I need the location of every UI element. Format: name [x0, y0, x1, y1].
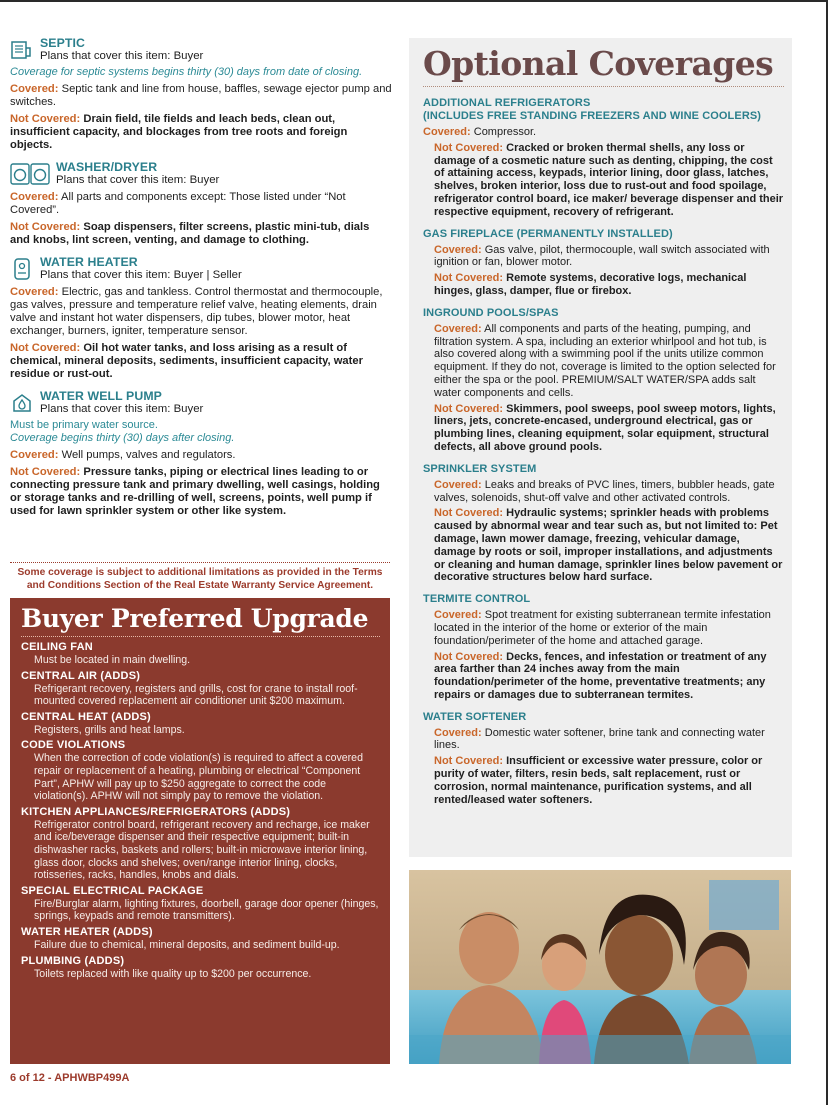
- septic-note: Coverage for septic systems begins thirty (30) days from date of closing.: [10, 66, 363, 78]
- termite-not-covered: Not Covered: Decks, fences, and infestation or treatment of any area farther than 24 inches away from the main foundation/perimeter of the home, preventative treatments; any repairs or damages due to subterranean termites.: [434, 650, 767, 701]
- well-note-begins: Coverage begins thirty (30) days after closing.: [10, 432, 235, 444]
- page-footer: 6 of 12 - APHWBP499A: [10, 1072, 130, 1084]
- sprinkler-head: SPRINKLER SYSTEM: [423, 462, 537, 475]
- refrigerators-covered: Covered: Compressor.: [423, 126, 537, 138]
- fireplace-not-covered: Not Covered: Remote systems, decorative logs, mechanical hinges, glass, damper, flue or firebox.: [434, 272, 747, 297]
- heater-covered: Covered: Electric, gas and tankless. Control thermostat and thermocouple, gas valves, pressure and temperature relief valve, heating elements, drain valve and instant hot water dispensers, dip tubes, blower motor, heat exchanger, burners, igniter, temperature sensor.: [10, 286, 383, 337]
- well-pump-icon: [10, 391, 34, 415]
- softener-head: WATER SOFTENER: [423, 710, 527, 723]
- buyer-item: CENTRAL AIR (ADDS) Refrigerant recovery, registers and grills, cost for crane to install roof-mounted covered replacement air conditioner unit $200 maximum.: [21, 669, 358, 708]
- septic-item: [10, 36, 392, 152]
- optional-coverages-panel: [409, 38, 792, 857]
- buyer-item: CODE VIOLATIONS When the correction of code violation(s) is required to affect a covered repair or replacement of a heating, plumbing or electrical “Component Part”, APHW will pay up to $250 aggregate to correct the code violation(s). APHW will not simply pay to remove the violation.: [21, 739, 363, 803]
- water-heater-icon: [10, 257, 34, 281]
- buyer-preferred-upgrade-panel: [10, 598, 390, 1064]
- refrigerators-subhead: (INCLUDES FREE STANDING FREEZERS AND WINE COOLERS): [423, 110, 762, 122]
- softener-item: [423, 711, 784, 807]
- family-pool-photo: [409, 870, 791, 1064]
- septic-covered: Covered: Septic tank and line from house, baffles, sewage ejector pump and switches.: [10, 83, 392, 108]
- fireplace-head: GAS FIREPLACE (PERMANENTLY INSTALLED): [423, 227, 673, 240]
- left-column: [10, 36, 392, 526]
- refrigerators-item: [423, 97, 784, 219]
- heater-plans: Plans that cover this item: Buyer | Seller: [40, 269, 242, 281]
- well-not-covered: Not Covered: Pressure tanks, piping or electrical lines leading to or connecting pressure tank and primary dwelling, well casings, holding or storage tanks and re-drilling of well, screens, points, well pump if used for lawn sprinkler system or other like system.: [10, 466, 380, 517]
- well-note-primary: Must be primary water source.: [10, 419, 158, 431]
- buyer-item: WATER HEATER (ADDS) Failure due to chemical, mineral deposits, and sediment build-up.: [21, 925, 340, 951]
- buyer-item: PLUMBING (ADDS) Toilets replaced with like quality up to $200 per occurrence.: [21, 954, 312, 980]
- buyer-item: SPECIAL ELECTRICAL PACKAGE Fire/Burglar alarm, lighting fixtures, doorbell, garage door opener (hinges, springs, keypads and remote transmitters).: [21, 884, 379, 923]
- termite-covered: Covered: Spot treatment for existing subterranean termite infestation located in the interior of the home or exterior of the main foundation/perimeter of the home and attached garage.: [434, 609, 771, 647]
- termite-item: [423, 593, 784, 702]
- washer-not-covered: Not Covered: Soap dispensers, filter screens, plastic mini-tub, dials and knobs, lint screen, venting, and damage to clothing.: [10, 221, 370, 246]
- septic-title: SEPTIC: [40, 36, 86, 50]
- heater-not-covered: Not Covered: Oil hot water tanks, and loss arising as a result of chemical, mineral deposits, sediments, insufficient capacity, water residue or rust-out.: [10, 342, 363, 380]
- pools-not-covered: Not Covered: Skimmers, pool sweeps, pool sweep motors, lights, liners, jets, concrete-encased, underground electrical, gas or plumbing lines, cleaning equipment, solar equipment, structural defects, all above ground pools.: [434, 402, 776, 453]
- well-item: [10, 389, 392, 518]
- buyer-item: KITCHEN APPLIANCES/REFRIGERATORS (ADDS) Refrigerator control board, refrigerant recovery and recharge, ice maker and ice/beverage dispenser and their respective equipment; built-in dishwasher racks, baskets and rollers; built-in microwave interior lining, glass door, clocks and shelves; oven/range interior lining, clocks, rotisseries, racks, handles, knobs and dials.: [21, 805, 370, 882]
- fireplace-covered: Covered: Gas valve, pilot, thermocouple, wall switch associated with ignition or fan, blower motor.: [434, 243, 770, 269]
- washer-plans: Plans that cover this item: Buyer: [56, 174, 220, 186]
- heater-title: WATER HEATER: [40, 255, 138, 269]
- buyer-item: CEILING FAN Must be located in main dwelling.: [21, 641, 191, 666]
- sprinkler-item: [423, 463, 784, 584]
- washer-title: WASHER/DRYER: [56, 160, 158, 174]
- optional-coverages-title: Optional Coverages: [423, 44, 784, 87]
- washer-covered: Covered: All parts and components except: Those listed under “Not Covered”.: [10, 191, 346, 216]
- softener-not-covered: Not Covered: Insufficient or excessive water pressure, color or purity of water, filters, resin beds, salt replacement, rust or corrosion, normal maintenance, purification systems, and all rented/leased water softeners.: [434, 755, 763, 806]
- fireplace-item: [423, 228, 784, 298]
- pools-covered: Covered: All components and parts of the heating, pumping, and filtration system. A spa, including an exterior whirlpool and hot tub, is also covered along with a swimming pool if the units utilize common equipment. If they do not, coverage is limited to the option selected for either the spa or the pool. PREMIUM/SALT WATER/SPA adds salt water components and cells.: [434, 322, 776, 399]
- septic-not-covered: Not Covered: Drain field, tile fields and leach beds, clean out, insufficient capacity, and blockages from tree roots and foreign objects.: [10, 113, 348, 151]
- termite-head: TERMITE CONTROL: [423, 593, 531, 606]
- refrigerators-head: ADDITIONAL REFRIGERATORS: [423, 97, 591, 109]
- pools-item: [423, 307, 784, 454]
- buyer-item: CENTRAL HEAT (ADDS) Registers, grills and heat lamps.: [21, 710, 185, 736]
- well-covered: Covered: Well pumps, valves and regulators.: [10, 449, 236, 461]
- septic-icon: [10, 38, 34, 62]
- sprinkler-covered: Covered: Leaks and breaks of PVC lines, timers, bubbler heads, gate valves, solenoids, shut-off valve and other activated controls.: [434, 478, 775, 504]
- septic-plans: Plans that cover this item: Buyer: [40, 50, 204, 62]
- heater-item: [10, 255, 392, 381]
- well-plans: Plans that cover this item: Buyer: [40, 403, 204, 415]
- well-title: WATER WELL PUMP: [40, 389, 162, 403]
- refrigerators-not-covered: Not Covered: Cracked or broken thermal shells, any loss or damage of a cosmetic nature such as denting, chipping, the cost of attaining access, keypads, interior lining, door glass, latches, shelves, broken interior, loss due to rust-out and food spoilage, refrigerator control board, ice maker/ beverage dispenser and their respective equipment, recovery of refrigerant.: [434, 141, 784, 218]
- coverage-disclaimer: Some coverage is subject to additional limitations as provided in the Terms and Conditions Section of the Real Estate Warranty Service Agreement.: [10, 562, 390, 592]
- sprinkler-not-covered: Not Covered: Hydraulic systems; sprinkler heads with problems caused by abnormal wear and tear such as, but not limited to: Pet damage, lawn mower damage, freezing, vehicular damage, damage by roots or soil, improper installations, and adjustments or cleaning and human damage, sprinkler lines below pavement or decorative structures below hard surface.: [434, 507, 783, 584]
- washer-item: [10, 160, 392, 247]
- softener-covered: Covered: Domestic water softener, brine tank and connecting water lines.: [434, 726, 765, 752]
- pools-head: INGROUND POOLS/SPAS: [423, 306, 559, 319]
- washer-dryer-icon: [10, 162, 50, 186]
- buyer-panel-title: Buyer Preferred Upgrade: [21, 604, 380, 637]
